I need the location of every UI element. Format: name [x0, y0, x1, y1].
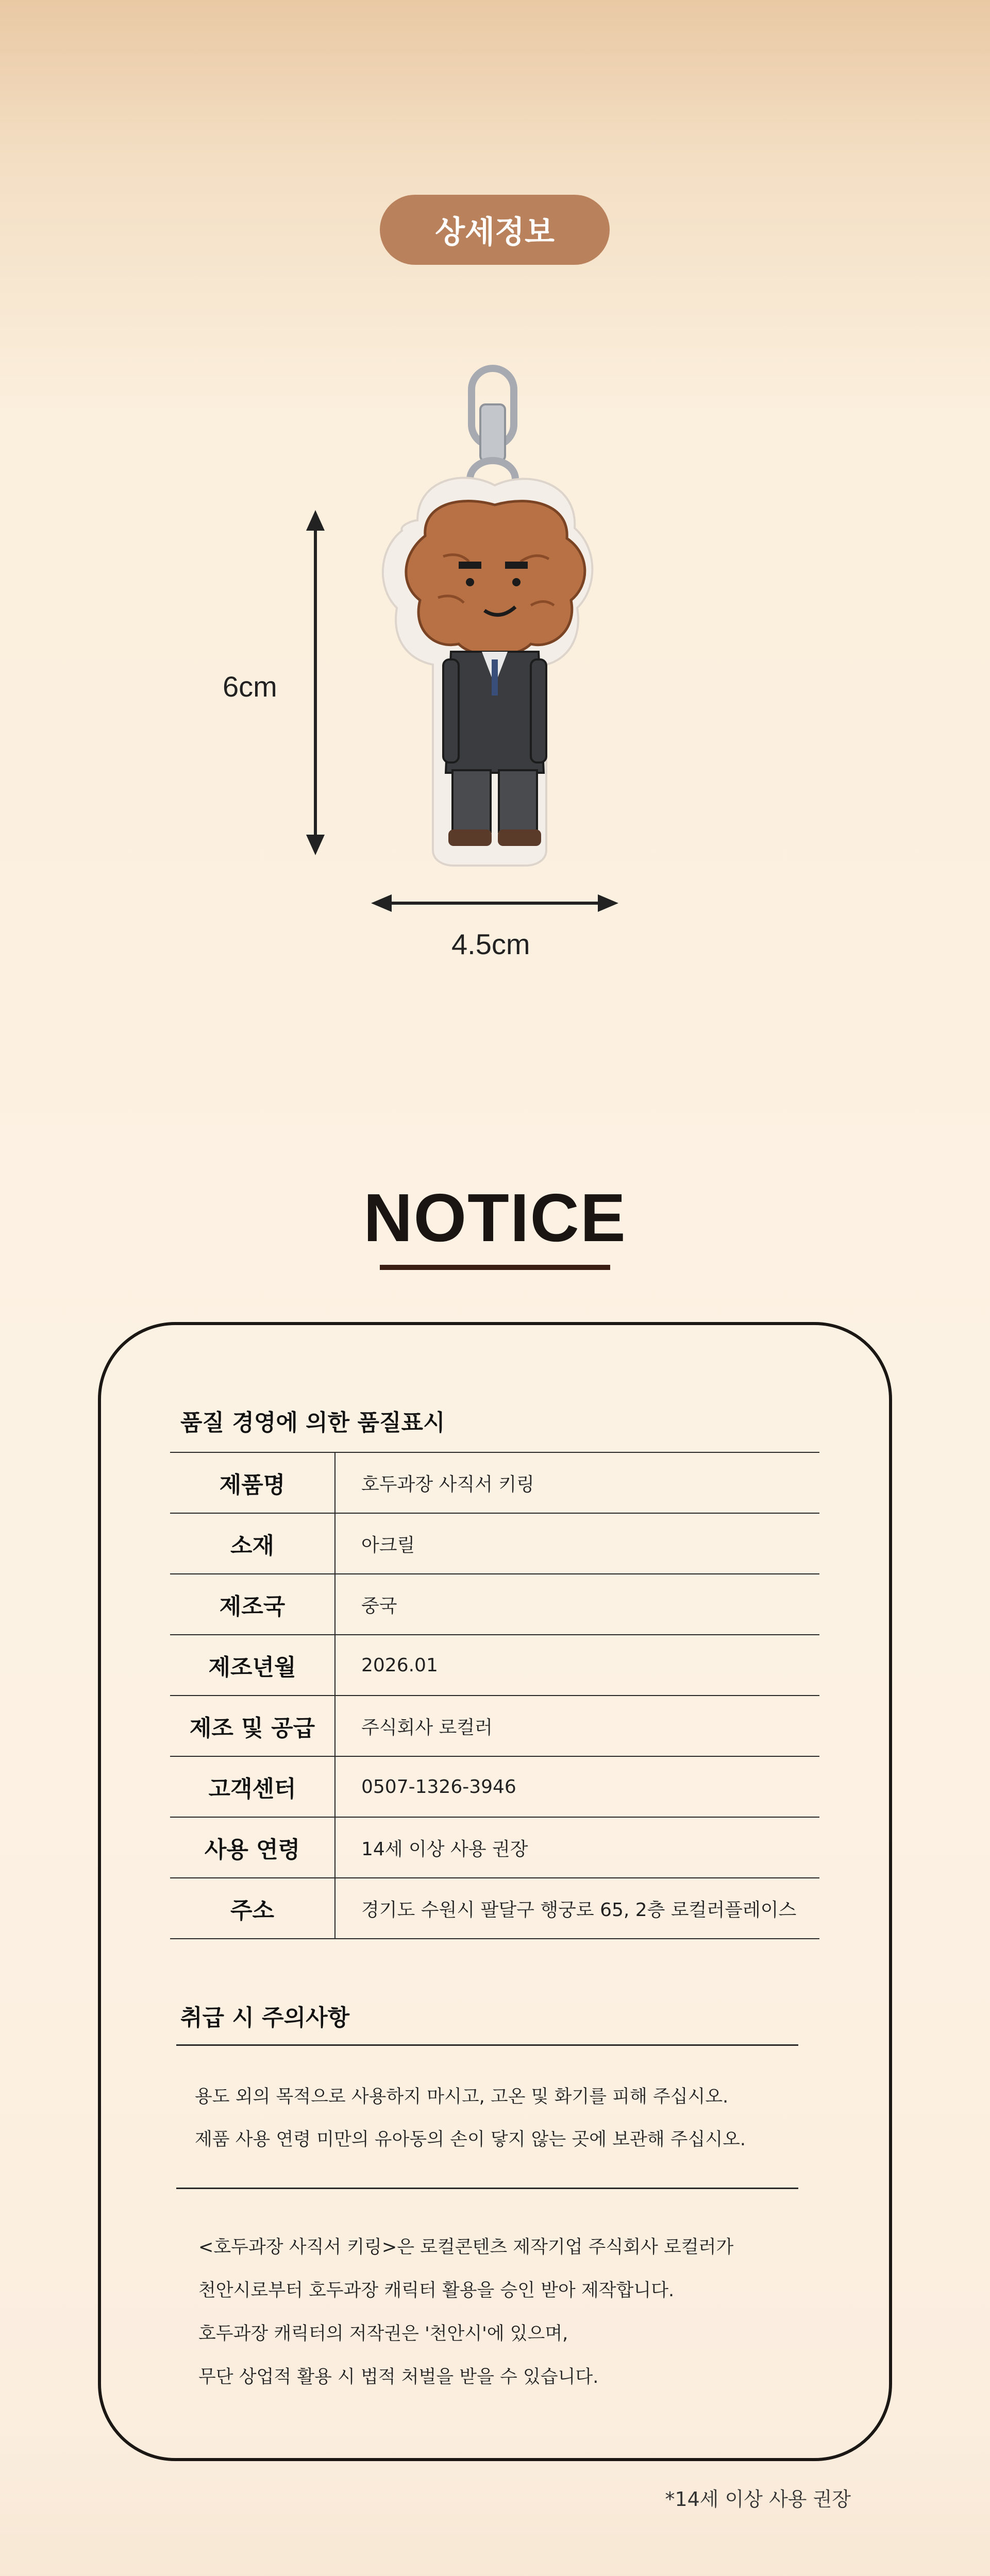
row-value: 2026.01 [335, 1635, 819, 1696]
width-label: 4.5cm [451, 928, 530, 960]
detail-info-badge: 상세정보 [380, 195, 610, 265]
height-arrow [306, 510, 325, 855]
table-row [170, 1878, 819, 1939]
license-line: <호두과장 사직서 키링>은 로컬콘텐츠 제작기업 주식회사 로컬러가 [198, 2237, 734, 2258]
row-key: 제조 및 공급 [170, 1696, 335, 1756]
caution-line: 용도 외의 목적으로 사용하지 마시고, 고온 및 화기를 피해 주십시오. [195, 2087, 729, 2107]
width-arrow [371, 894, 618, 912]
walnut-character-icon [406, 501, 585, 656]
row-value: 14세 이상 사용 권장 [335, 1817, 819, 1878]
license-line: 무단 상업적 활용 시 법적 처벌을 받을 수 있습니다. [198, 2367, 599, 2387]
row-value: 경기도 수원시 팔달구 행궁로 65, 2층 로컬러플레이스 [335, 1878, 819, 1939]
row-key: 사용 연령 [170, 1817, 335, 1878]
caution-rule [176, 2044, 798, 2046]
age-footnote: *14세 이상 사용 권장 [665, 2488, 851, 2511]
table-row [170, 1817, 819, 1878]
quality-section-title: 품질 경영에 의한 품질표시 [180, 1410, 445, 1436]
row-key: 제품명 [170, 1452, 335, 1513]
row-value: 호두과장 사직서 키링 [335, 1452, 819, 1513]
row-key: 고객센터 [170, 1756, 335, 1817]
caution-section-title: 취급 시 주의사항 [180, 2005, 350, 2031]
table-row [170, 1574, 819, 1635]
quality-table [170, 1452, 819, 1939]
license-rule [176, 2188, 798, 2189]
license-line: 호두과장 캐릭터의 저작권은 '천안시'에 있으며, [198, 2324, 568, 2344]
row-key: 소재 [170, 1513, 335, 1574]
table-row [170, 1452, 819, 1513]
table-row [170, 1756, 819, 1817]
row-value: 주식회사 로컬러 [335, 1696, 819, 1756]
license-line: 천안시로부터 호두과장 캐릭터 활용을 승인 받아 제작합니다. [198, 2280, 675, 2301]
keyring-illustration [289, 350, 691, 969]
height-label: 6cm [223, 670, 277, 703]
notice-underline [380, 1265, 610, 1270]
row-value: 아크릴 [335, 1513, 819, 1574]
table-row [170, 1513, 819, 1574]
row-key: 주소 [170, 1878, 335, 1939]
caution-line: 제품 사용 연령 미만의 유아동의 손이 닿지 않는 곳에 보관해 주십시오. [195, 2129, 746, 2150]
row-value: 중국 [335, 1574, 819, 1635]
row-value: 0507-1326-3946 [335, 1756, 819, 1817]
table-row [170, 1696, 819, 1756]
row-key: 제조국 [170, 1574, 335, 1635]
notice-title: NOTICE [363, 1180, 627, 1256]
table-row [170, 1635, 819, 1696]
row-key: 제조년월 [170, 1635, 335, 1696]
